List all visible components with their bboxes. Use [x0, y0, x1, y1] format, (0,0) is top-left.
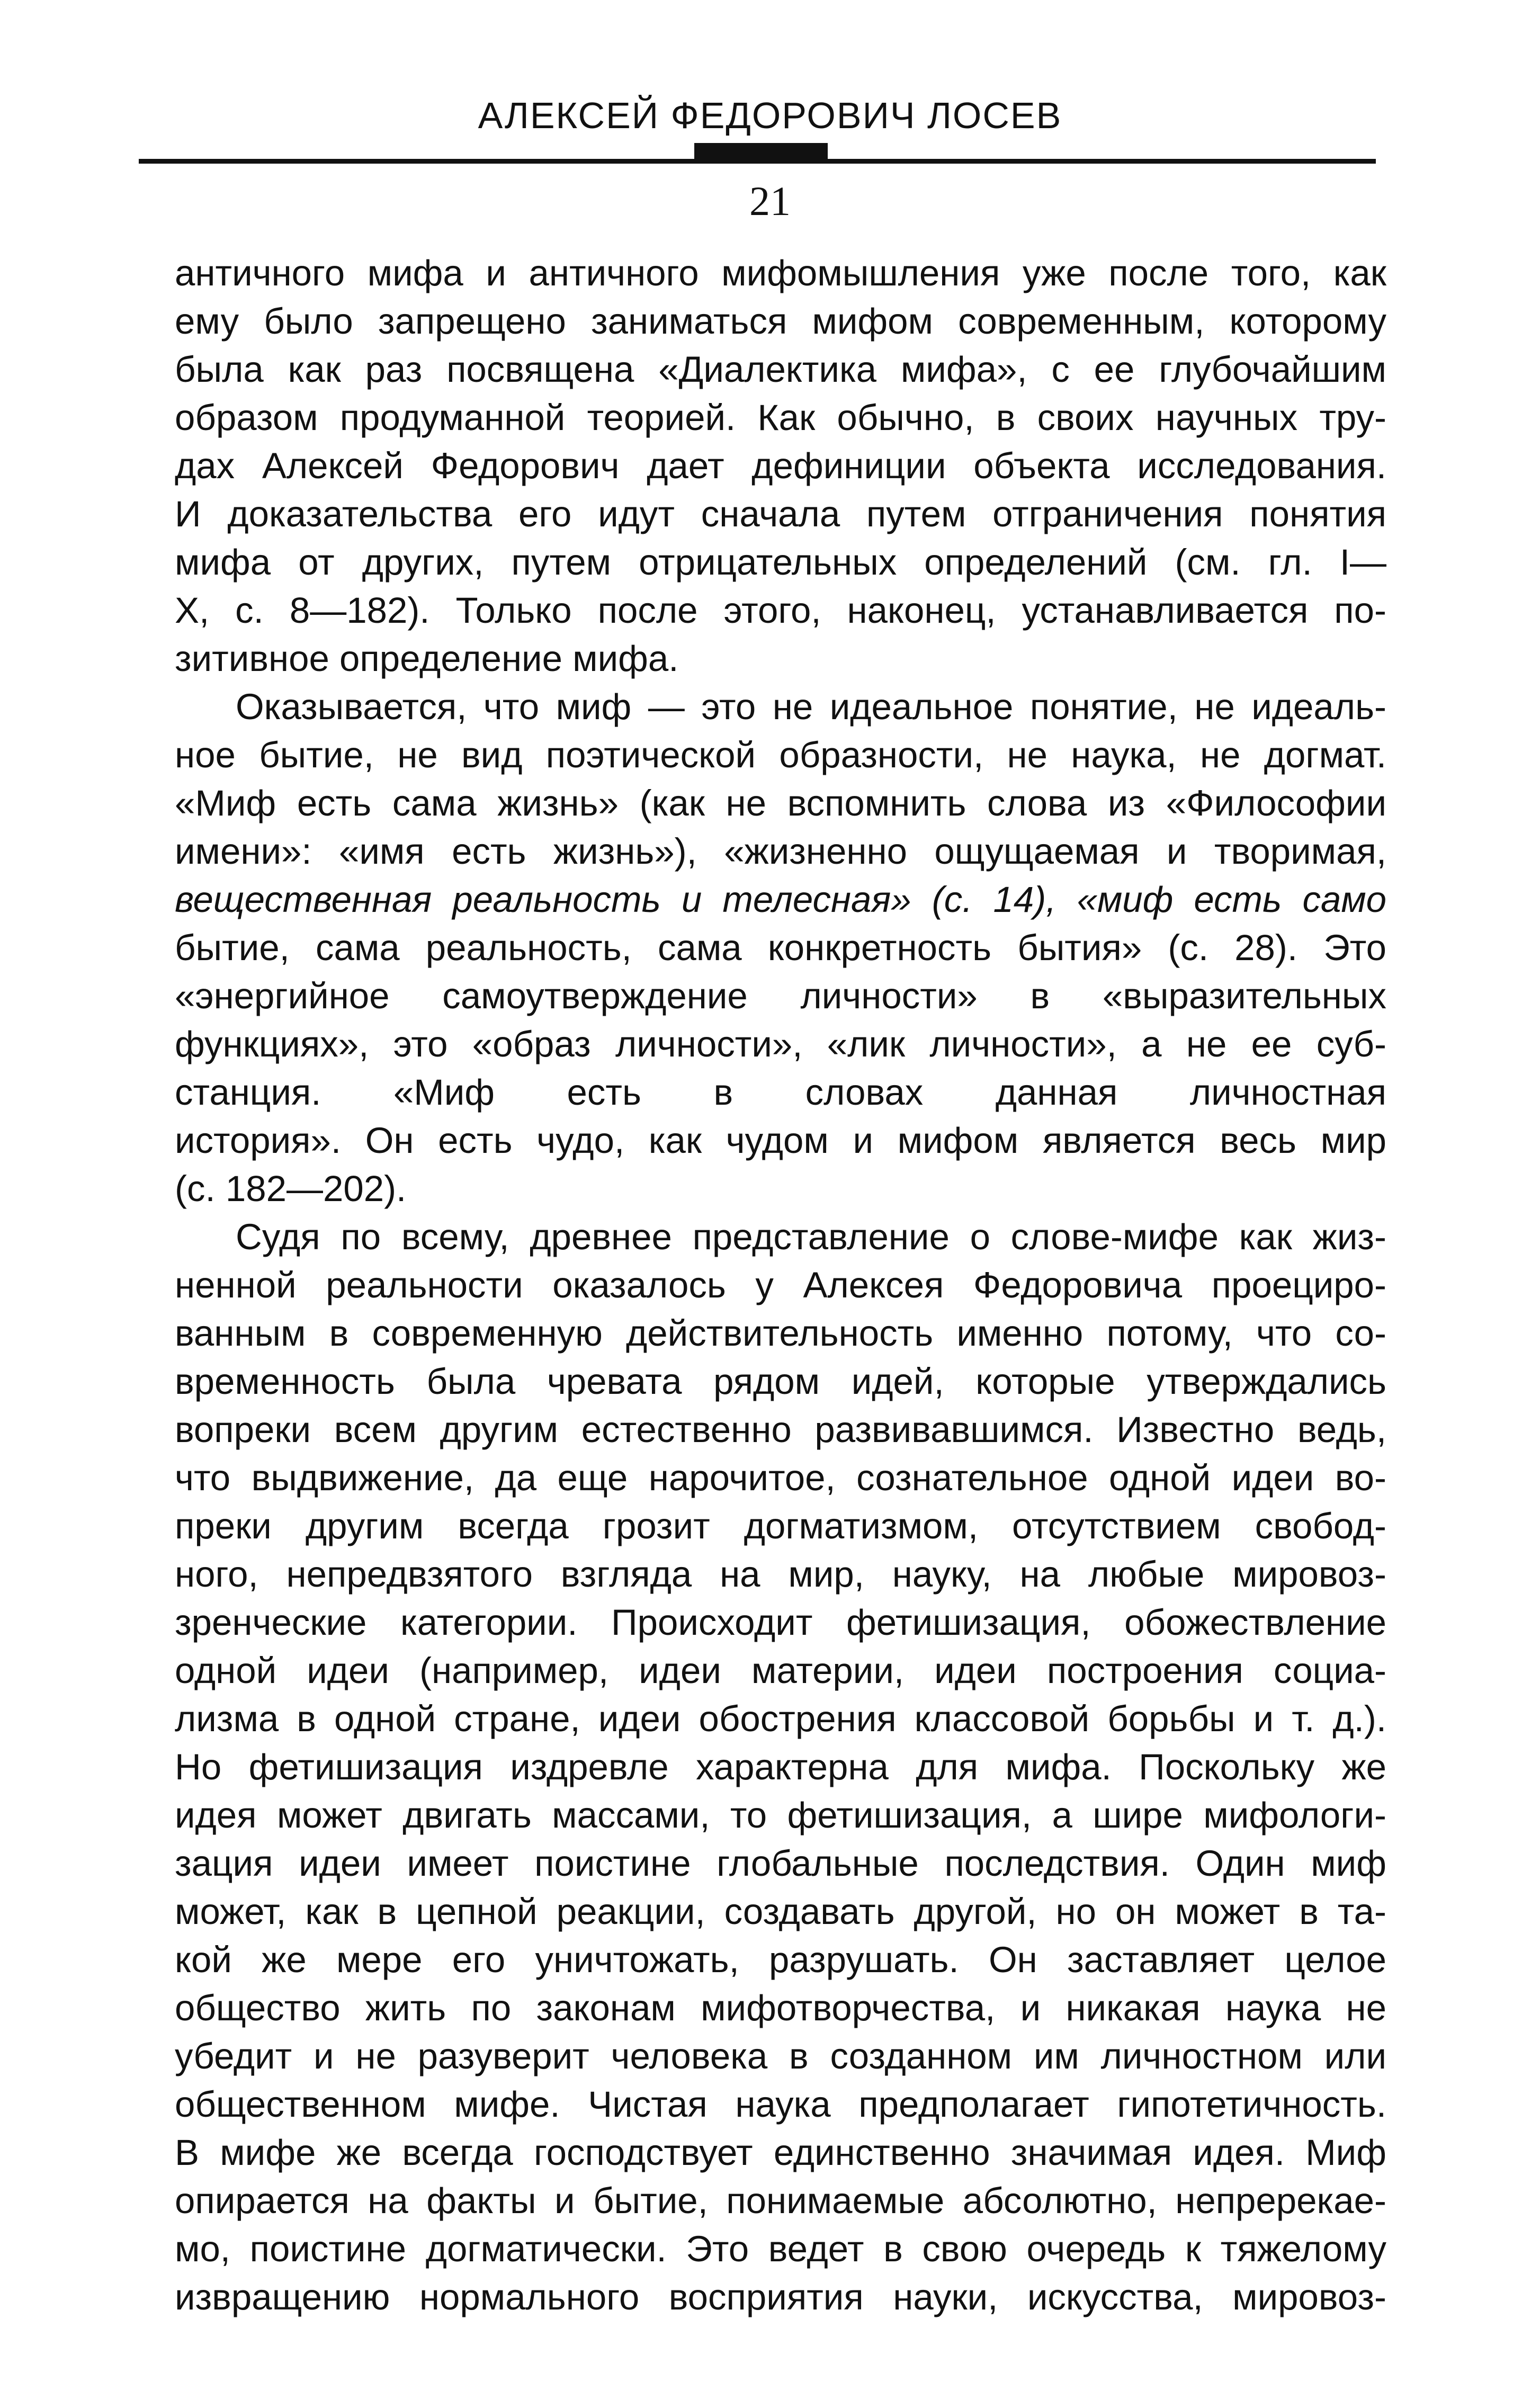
paragraph-2 — [175, 683, 1386, 1213]
text-line: общественном мифе. Чистая наука предполагает гипотетичность. — [175, 2084, 1386, 2125]
text-line-italic: вещественная реальность и телесная» (с. 14), «миф есть само — [175, 879, 1386, 920]
text-line: зация идеи имеет поистине глобальные последствия. Один миф — [175, 1843, 1386, 1884]
text-line: лизма в одной стране, идеи обострения классовой борьбы и т. д.). — [175, 1698, 1386, 1739]
text-line: X, с. 8—182). Только после этого, наконец, устанавливается по- — [175, 590, 1386, 631]
header-rule-ornament — [694, 143, 828, 159]
text-line: В мифе же всегда господствует единственно значимая идея. Миф — [175, 2132, 1386, 2173]
text-line: имени»: «имя есть жизнь»), «жизненно ощущаемая и творимая, — [175, 831, 1386, 872]
paragraph-1 — [175, 249, 1386, 683]
body-text — [175, 249, 1386, 2321]
text-line: Но фетишизация издревле характерна для мифа. Поскольку же — [175, 1747, 1386, 1787]
text-line: (с. 182—202). — [175, 1168, 407, 1209]
text-line: Оказывается, что миф — это не идеальное понятие, не идеаль- — [236, 686, 1386, 727]
text-line: Судя по всему, древнее представление о слове-мифе как жиз- — [236, 1216, 1386, 1257]
text-line: «Миф есть сама жизнь» (как не вспомнить слова из «Философии — [175, 783, 1386, 823]
text-line: «энергийное самоутверждение личности» в «выразительных — [175, 975, 1386, 1016]
text-line: может, как в цепной реакции, создавать другой, но он может в та- — [175, 1891, 1386, 1932]
page-number: 21 — [749, 178, 791, 224]
text-line: одной идеи (например, идеи материи, идеи построения социа- — [175, 1650, 1386, 1691]
text-line: была как раз посвящена «Диалектика мифа», с ее глубочайшим — [175, 349, 1386, 390]
paragraph-3 — [175, 1213, 1386, 2321]
text-line: мо, поистине догматически. Это ведет в свою очередь к тяжелому — [175, 2228, 1386, 2269]
text-line: история». Он есть чудо, как чудом и мифом является весь мир — [175, 1120, 1386, 1161]
text-line: бытие, сама реальность, сама конкретность бытия» (с. 28). Это — [175, 927, 1386, 968]
text-line: убедит и не разуверит человека в созданном им личностном или — [175, 2036, 1386, 2076]
text-line: ему было запрещено заниматься мифом современным, которому — [175, 301, 1386, 342]
text-line: идея может двигать массами, то фетишизация, а шире мифологи- — [175, 1795, 1386, 1836]
text-line: общество жить по законам мифотворчества, и никакая наука не — [175, 1988, 1386, 2028]
text-line: опирается на факты и бытие, понимаемые абсолютно, непререкае- — [175, 2180, 1386, 2221]
text-line: временность была чревата рядом идей, которые утверждались — [175, 1361, 1386, 1402]
text-line: мифа от других, путем отрицательных определений (см. гл. I— — [175, 542, 1386, 583]
text-line: ненной реальности оказалось у Алексея Федоровича проециро- — [175, 1265, 1386, 1305]
text-line: кой же мере его уничтожать, разрушать. Он заставляет целое — [175, 1939, 1386, 1980]
text-line: ное бытие, не вид поэтической образности, не наука, не догмат. — [175, 735, 1386, 775]
text-line: извращению нормального восприятия науки, искусства, мировоз- — [175, 2277, 1386, 2317]
text-line: что выдвижение, да еще нарочитое, сознательное одной идеи во- — [175, 1457, 1386, 1498]
text-line: зренческие категории. Происходит фетишизация, обожествление — [175, 1602, 1386, 1643]
header-rule — [139, 159, 1376, 164]
text-line: И доказательства его идут сначала путем отграничения понятия — [175, 494, 1386, 534]
text-line: ванным в современную действительность именно потому, что со- — [175, 1313, 1386, 1354]
running-head-author: АЛЕКСЕЙ ФЕДОРОВИЧ ЛОСЕВ — [478, 95, 1062, 136]
text-line: преки другим всегда грозит догматизмом, отсутствием свобод- — [175, 1506, 1386, 1546]
text-line: станция. «Миф есть в словах данная личностная — [175, 1072, 1386, 1113]
text-line: вопреки всем другим естественно развивавшимся. Известно ведь, — [175, 1409, 1386, 1450]
text-line: дах Алексей Федорович дает дефиниции объекта исследования. — [175, 445, 1386, 486]
text-line: античного мифа и античного мифомышления уже после того, как — [175, 253, 1386, 293]
text-line: зитивное определение мифа. — [175, 638, 679, 679]
text-line: функциях», это «образ личности», «лик личности», а не ее суб- — [175, 1024, 1386, 1064]
text-line: образом продуманной теорией. Как обычно, в своих научных тру- — [175, 397, 1386, 438]
text-line: ного, непредвзятого взгляда на мир, науку, на любые мировоз- — [175, 1554, 1386, 1595]
